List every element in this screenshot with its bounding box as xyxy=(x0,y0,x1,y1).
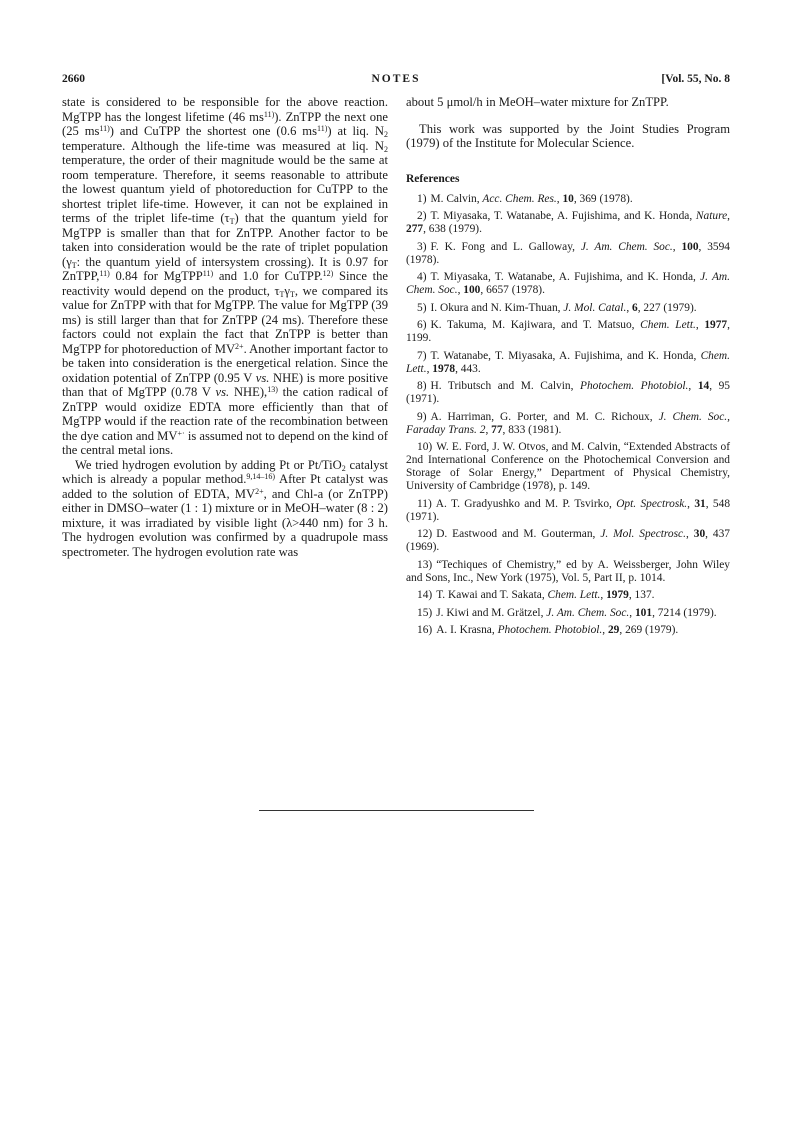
reference-number: 12) xyxy=(417,528,433,540)
reference-number: 14) xyxy=(417,589,433,601)
reference-number: 6) xyxy=(417,319,427,331)
reference-journal: Chem. Lett. xyxy=(640,319,696,331)
reference-volume: 100 xyxy=(463,284,481,296)
reference-item xyxy=(406,380,730,406)
reference-number: 13) xyxy=(417,558,433,571)
reference-volume: 6 xyxy=(632,301,638,314)
reference-journal: Photochem. Photobiol. xyxy=(497,624,603,636)
reference-number: 3) xyxy=(417,240,427,253)
reference-number: 8) xyxy=(417,380,427,392)
reference-list xyxy=(406,193,730,638)
reference-separator: , xyxy=(695,319,705,331)
reference-volume: 29 xyxy=(607,624,620,636)
reference-item xyxy=(406,411,730,437)
reference-journal: J. Chem. Soc., Faraday Trans. 2 xyxy=(406,410,730,436)
reference-volume: 1977 xyxy=(704,319,728,331)
reference-volume: 30 xyxy=(693,528,706,540)
reference-separator: , xyxy=(457,284,464,296)
reference-volume: 31 xyxy=(694,497,706,510)
reference-item xyxy=(406,528,730,554)
reference-number: 15) xyxy=(417,606,433,619)
left-column xyxy=(62,95,388,559)
body-paragraph-3: about 5 μmol/h in MeOH–water mixture for ZnTPP. xyxy=(406,95,669,109)
reference-volume: 77 xyxy=(491,423,503,436)
reference-journal: Acc. Chem. Res. xyxy=(482,192,557,205)
reference-number: 1) xyxy=(417,192,427,205)
reference-item xyxy=(406,210,730,236)
reference-details: , 833 (1981). xyxy=(502,423,562,436)
reference-authors: T. Miyasaka, T. Watanabe, A. Fujishima, and K. Honda, xyxy=(430,210,696,222)
reference-authors: T. Watanabe, T. Miyasaka, A. Fujishima, and K. Honda, xyxy=(430,349,701,362)
reference-volume: 1979 xyxy=(606,589,629,601)
reference-authors: H. Tributsch and M. Calvin, xyxy=(430,380,580,392)
reference-authors: T. Miyasaka, T. Watanabe, A. Fujishima, and K. Honda, xyxy=(430,271,701,283)
reference-authors: A. Harriman, G. Porter, and M. C. Richoux, xyxy=(430,410,659,423)
body-paragraph-2: We tried hydrogen evolution by adding Pt or Pt/TiO$_2$ catalyst which is already a popular method.$^{9,14-16)}$ After Pt catalyst was added to the solution of EDTA, $MV^{2+}$, and Chl-a (or ZnTPP) either in DMSO–water (1 : 1) mixture or in MeOH–water (8 : 2) mixture, it was irradiated by visible light (λ>440 nm) for 3 h. The hydrogen evolution was confirmed by a quadrupole mass spectrometer. The hydrogen evolution rate was xyxy=(62,457,388,559)
reference-journal: J. Mol. Catal. xyxy=(563,301,627,314)
reference-item xyxy=(406,302,730,315)
right-column xyxy=(406,95,730,642)
reference-authors: K. Takuma, M. Kajiwara, and T. Matsuo, xyxy=(430,319,641,331)
reference-authors: F. K. Fong and L. Galloway, xyxy=(430,240,581,253)
reference-item xyxy=(406,319,730,345)
reference-journal: J. Am. Chem. Soc. xyxy=(546,606,630,619)
reference-separator: , xyxy=(556,192,563,205)
reference-authors: W. E. Ford, J. W. Otvos, and M. Calvin, “Extended Abstracts of 2nd International Conference on the Photochemical Conversion and Storage of Solar Energy,” Department of Physical Chemistry, University of Cambridge (1978), p. 149. xyxy=(406,441,730,492)
reference-separator: , xyxy=(688,380,698,392)
reference-number: 16) xyxy=(417,624,433,636)
reference-separator: , xyxy=(626,301,633,314)
reference-separator: , xyxy=(602,624,608,636)
reference-separator: , xyxy=(687,497,695,510)
reference-separator: , xyxy=(672,240,682,253)
volume-label: [Vol. 55, No. 8 xyxy=(661,73,730,85)
reference-item xyxy=(406,271,730,297)
reference-volume: 10 xyxy=(562,192,574,205)
reference-number: 9) xyxy=(417,410,427,423)
reference-number: 10) xyxy=(417,441,433,453)
reference-number: 2) xyxy=(417,210,427,222)
reference-volume: 277 xyxy=(406,223,424,235)
reference-details: , 369 (1978). xyxy=(573,192,633,205)
reference-journal: J. Mol. Spectrosc. xyxy=(600,528,686,540)
reference-authors: A. T. Gradyushko and M. P. Tsvirko, xyxy=(435,497,617,510)
acknowledgement: This work was supported by the Joint Studies Program (1979) of the Institute for Molecular Science. xyxy=(406,121,730,150)
reference-item xyxy=(406,624,730,637)
reference-journal: Nature xyxy=(695,210,728,222)
reference-number: 7) xyxy=(417,349,427,362)
reference-separator: , xyxy=(600,589,607,601)
reference-details: , 269 (1979). xyxy=(619,624,679,636)
reference-details: , 227 (1979). xyxy=(637,301,697,314)
reference-volume: 100 xyxy=(681,240,699,253)
end-rule xyxy=(259,810,534,811)
reference-details: , 95 (1971). xyxy=(406,380,731,405)
reference-authors: D. Eastwood and M. Gouterman, xyxy=(436,528,601,540)
reference-journal: Opt. Spectrosk. xyxy=(616,497,688,510)
reference-details: , 3594 (1978). xyxy=(406,240,730,266)
reference-details: , 137. xyxy=(628,589,655,601)
reference-details: , 6657 (1978). xyxy=(480,284,545,296)
reference-details: , 7214 (1979). xyxy=(652,606,717,619)
reference-separator: , xyxy=(485,423,492,436)
reference-item xyxy=(406,498,730,524)
reference-volume: 14 xyxy=(697,380,710,392)
reference-item xyxy=(406,607,730,620)
reference-authors: I. Okura and N. Kim-Thuan, xyxy=(430,301,564,314)
reference-number: 11) xyxy=(417,497,432,510)
reference-number: 4) xyxy=(417,271,427,283)
reference-authors: M. Calvin, xyxy=(430,192,483,205)
body-paragraph-1: state is considered to be responsible for the above reaction. MgTPP has the longest lifetime (46 $ms^{11)}$). ZnTPP the next one (25 $ms^{11)}$) and CuTPP the shortest one (0.6 $ms^{11)}$) at liq. $N_2$ temperature. Although the life-time was measured at liq. $N_2$ temperature, the order of their magnitude would be the same at room temperature. Therefore, it seems reasonable to attribute the lowest quantum yield of photoreduction for CuTPP to the shortest triplet life-time. However, it can not be explained in terms of the triplet life-time $(\tau_T)$ that the quantum yield for MgTPP is smaller than that for ZnTPP. Another factor to be taken into consideration would be the rate of triplet population ($\gamma_T$: the quantum yield of intersystem crossing). It is 0.97 for ZnTPP,$^{11)}$ 0.84 for MgTPP$^{11)}$ and 1.0 for CuTPP.$^{12)}$ Since the reactivity would depend on the product, $\tau_T\gamma_T$, we compared its value for ZnTPP with that for MgTPP. The value for MgTPP (39 ms) is still larger than that for ZnTPP (24 ms). Therefore these factors could not explain the fact that ZnTPP is better than MgTPP for photoreduction of $MV^{2+}$. Another important factor to be taken into consideration is the energetical relation. Since the oxidation potential of ZnTPP (0.95 V vs. NHE) is more positive than that of MgTPP (0.78 V vs. NHE),$^{13)}$ the cation radical of ZnTPP would oxidize EDTA more efficiently than that of MgTPP would if the reaction rate of the recombination between the dye cation and MV+· is assumed not to depend on the kind of the central metal ions. xyxy=(62,95,389,457)
reference-details: , 1199. xyxy=(406,319,730,344)
reference-journal: Photochem. Photobiol. xyxy=(580,380,689,392)
page-number: 2660 xyxy=(62,73,85,85)
reference-journal: Chem. Lett. xyxy=(406,349,730,375)
reference-authors: A. I. Krasna, xyxy=(436,624,498,636)
reference-volume: 1978 xyxy=(432,362,456,375)
reference-details: , 638 (1979). xyxy=(423,223,482,235)
reference-details: , 548 (1971). xyxy=(406,497,731,523)
running-header xyxy=(62,73,730,89)
reference-separator: , xyxy=(685,528,694,540)
reference-item xyxy=(406,589,730,602)
reference-authors: T. Kawai and T. Sakata, xyxy=(436,589,548,601)
reference-item xyxy=(406,559,730,585)
reference-item xyxy=(406,441,730,493)
reference-volume: 101 xyxy=(634,606,653,619)
reference-item xyxy=(406,193,730,206)
reference-journal: Chem. Lett. xyxy=(547,589,601,601)
reference-details: , 437 (1969). xyxy=(406,528,730,553)
reference-separator: , xyxy=(727,210,730,222)
section-title: NOTES xyxy=(371,73,421,85)
reference-journal: J. Am. Chem. Soc. xyxy=(580,240,673,253)
reference-item xyxy=(406,241,730,267)
reference-details: , 443. xyxy=(455,362,481,375)
reference-item xyxy=(406,350,730,376)
reference-authors: “Techiques of Chemistry,” ed by A. Weissberger, John Wiley and Sons, Inc., New York (1975), Vol. 5, Part II, p. 1014. xyxy=(406,558,730,584)
reference-journal: J. Am. Chem. Soc. xyxy=(406,271,730,296)
reference-separator: , xyxy=(629,606,635,619)
reference-number: 5) xyxy=(417,301,427,314)
reference-separator: , xyxy=(426,362,433,375)
reference-authors: J. Kiwi and M. Grätzel, xyxy=(436,606,547,619)
references-heading: References xyxy=(406,172,460,185)
